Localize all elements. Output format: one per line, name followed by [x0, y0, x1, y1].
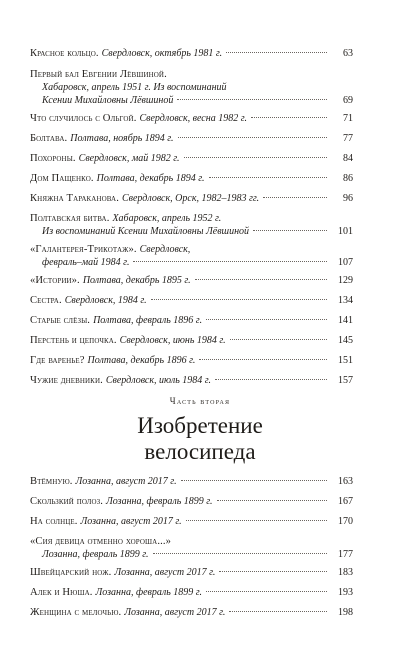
entry-page-number: 63 — [343, 48, 353, 59]
toc-entry — [30, 47, 353, 60]
entry-detail: Лозанна, август 2017 г. — [124, 607, 226, 618]
dot-leader — [184, 157, 328, 158]
entry-page-number: 145 — [338, 335, 353, 346]
entry-detail: Свердловск, май 1982 г. — [78, 153, 180, 164]
entry-page-number: 193 — [338, 587, 353, 598]
dot-leader — [186, 520, 327, 521]
entry-detail: Лозанна, февраль 1899 г. — [106, 496, 213, 507]
entry-title: Втёмную. — [30, 476, 73, 487]
entry-page-number: 84 — [343, 153, 353, 164]
entry-detail: Лозанна, август 2017 г. — [80, 516, 182, 527]
entry-page-number: 198 — [338, 607, 353, 618]
entry-detail-line: Ксении Михайловны Лёвшиной — [42, 95, 174, 106]
entry-page-number: 167 — [338, 496, 353, 507]
entry-title: Княжна Тараканова. — [30, 193, 119, 204]
entry-detail: Свердловск, октябрь 1981 г. — [101, 48, 223, 59]
entry-detail: Полтава, декабрь 1895 г. — [82, 275, 191, 286]
entry-page-number: 141 — [338, 315, 353, 326]
entry-title: «Галантерея-Трикотаж». — [30, 244, 137, 255]
dot-leader — [206, 591, 327, 592]
entry-title: Что случилось с Ольгой. — [30, 113, 137, 124]
entry-detail: Свердловск, 1984 г. — [64, 295, 147, 306]
toc-entry — [30, 606, 353, 619]
toc-entry — [30, 334, 353, 347]
dot-leader — [181, 480, 327, 481]
entry-page-number: 71 — [343, 113, 353, 124]
entry-detail: Хабаровск, апрель 1952 г. — [112, 213, 222, 224]
dot-leader — [177, 99, 327, 100]
entry-title: Дом Пащенко. — [30, 173, 94, 184]
toc-entry — [30, 314, 353, 327]
dot-leader — [209, 177, 327, 178]
toc-entry — [30, 354, 353, 367]
toc-entry — [30, 374, 353, 387]
entry-title: Старые слёзы. — [30, 315, 91, 326]
toc-entry — [30, 132, 353, 145]
entry-page-number: 157 — [338, 375, 353, 386]
toc-entry — [30, 112, 353, 125]
entry-detail: Свердловск, — [139, 244, 191, 255]
dot-leader — [226, 52, 327, 53]
entry-page-number: 163 — [338, 476, 353, 487]
entry-detail: Лозанна, февраль 1899 г. — [95, 587, 203, 598]
entry-page-number: 77 — [343, 133, 353, 144]
entry-detail-line: Из воспоминаний Ксении Михайловны Лёвшиной — [42, 226, 250, 237]
entry-page-number: 101 — [338, 226, 353, 237]
entry-page-number: 177 — [338, 549, 353, 560]
dot-leader — [206, 319, 327, 320]
dot-leader — [251, 117, 327, 118]
part-title-line: Изобретение — [137, 413, 263, 438]
entry-title: Где варенье? — [30, 355, 85, 366]
entry-title: Полтавская битва. — [30, 213, 110, 224]
entry-title: Первый бал Евгении Лёвшиной. — [30, 69, 167, 80]
toc-entry — [30, 294, 353, 307]
toc-entry — [30, 586, 353, 599]
dot-leader — [253, 230, 327, 231]
entry-page-number: 96 — [343, 193, 353, 204]
entry-title: Чужие дневники. — [30, 375, 103, 386]
toc-entry — [30, 475, 353, 488]
toc-entry — [30, 243, 353, 269]
toc-entry — [30, 152, 353, 165]
entry-detail-line: февраль–май 1984 г. — [42, 257, 130, 268]
entry-detail: Полтава, декабрь 1894 г. — [96, 173, 205, 184]
entry-page-number: 183 — [338, 567, 353, 578]
entry-detail: Лозанна, август 2017 г. — [75, 476, 177, 487]
toc-entry — [30, 212, 353, 238]
dot-leader — [215, 379, 327, 380]
dot-leader — [229, 611, 327, 612]
entry-detail-line: Лозанна, февраль 1899 г. — [42, 549, 149, 560]
dot-leader — [178, 137, 327, 138]
toc-entry — [30, 495, 353, 508]
dot-leader — [133, 261, 327, 262]
entry-detail: Полтава, ноябрь 1894 г. — [70, 133, 174, 144]
toc-entry — [30, 68, 353, 107]
entry-page-number: 170 — [338, 516, 353, 527]
entry-title: «Сия девица отменно хороша...» — [30, 536, 171, 547]
entry-detail: Свердловск, весна 1982 г. — [139, 113, 247, 124]
entry-title: Скользкий полоз. — [30, 496, 104, 507]
entry-page-number: 129 — [338, 275, 353, 286]
entry-page-number: 86 — [343, 173, 353, 184]
part-title — [0, 413, 400, 465]
dot-leader — [151, 299, 327, 300]
dot-leader — [230, 339, 327, 340]
toc-entry — [30, 274, 353, 287]
entry-title: «Истории». — [30, 275, 80, 286]
dot-leader — [219, 571, 327, 572]
entry-title: Похороны. — [30, 153, 76, 164]
entry-detail-line: Хабаровск, апрель 1951 г. Из воспоминаний — [42, 82, 227, 93]
entry-title: Швейцарский нож. — [30, 567, 112, 578]
entry-title: Женщина с мелочью. — [30, 607, 122, 618]
toc-entry — [30, 566, 353, 579]
dot-leader — [263, 197, 327, 198]
entry-page-number: 151 — [338, 355, 353, 366]
entry-title: Сестра. — [30, 295, 62, 306]
entry-title: Алек и Нюша. — [30, 587, 93, 598]
entry-page-number: 69 — [343, 95, 353, 106]
entry-detail: Полтава, декабрь 1896 г. — [87, 355, 196, 366]
entry-detail: Лозанна, август 2017 г. — [114, 567, 216, 578]
part-title-line: велосипеда — [144, 439, 256, 464]
entry-page-number: 134 — [338, 295, 353, 306]
entry-title: Болтава. — [30, 133, 68, 144]
toc-entry — [30, 192, 353, 205]
entry-title: Красное кольцо. — [30, 48, 99, 59]
entry-title: На солнце. — [30, 516, 78, 527]
part-label: Часть вторая — [169, 396, 231, 406]
entry-detail: Свердловск, Орск, 1982–1983 гг. — [121, 193, 260, 204]
entry-title: Перстень и цепочка. — [30, 335, 117, 346]
entry-detail: Полтава, февраль 1896 г. — [93, 315, 203, 326]
toc-entry — [30, 172, 353, 185]
dot-leader — [153, 553, 327, 554]
entry-detail: Свердловск, июль 1984 г. — [105, 375, 212, 386]
entry-detail: Свердловск, июнь 1984 г. — [119, 335, 226, 346]
toc-entry — [30, 535, 353, 561]
dot-leader — [195, 279, 327, 280]
dot-leader — [217, 500, 327, 501]
toc-entry — [30, 515, 353, 528]
entry-page-number: 107 — [338, 257, 353, 268]
dot-leader — [199, 359, 327, 360]
